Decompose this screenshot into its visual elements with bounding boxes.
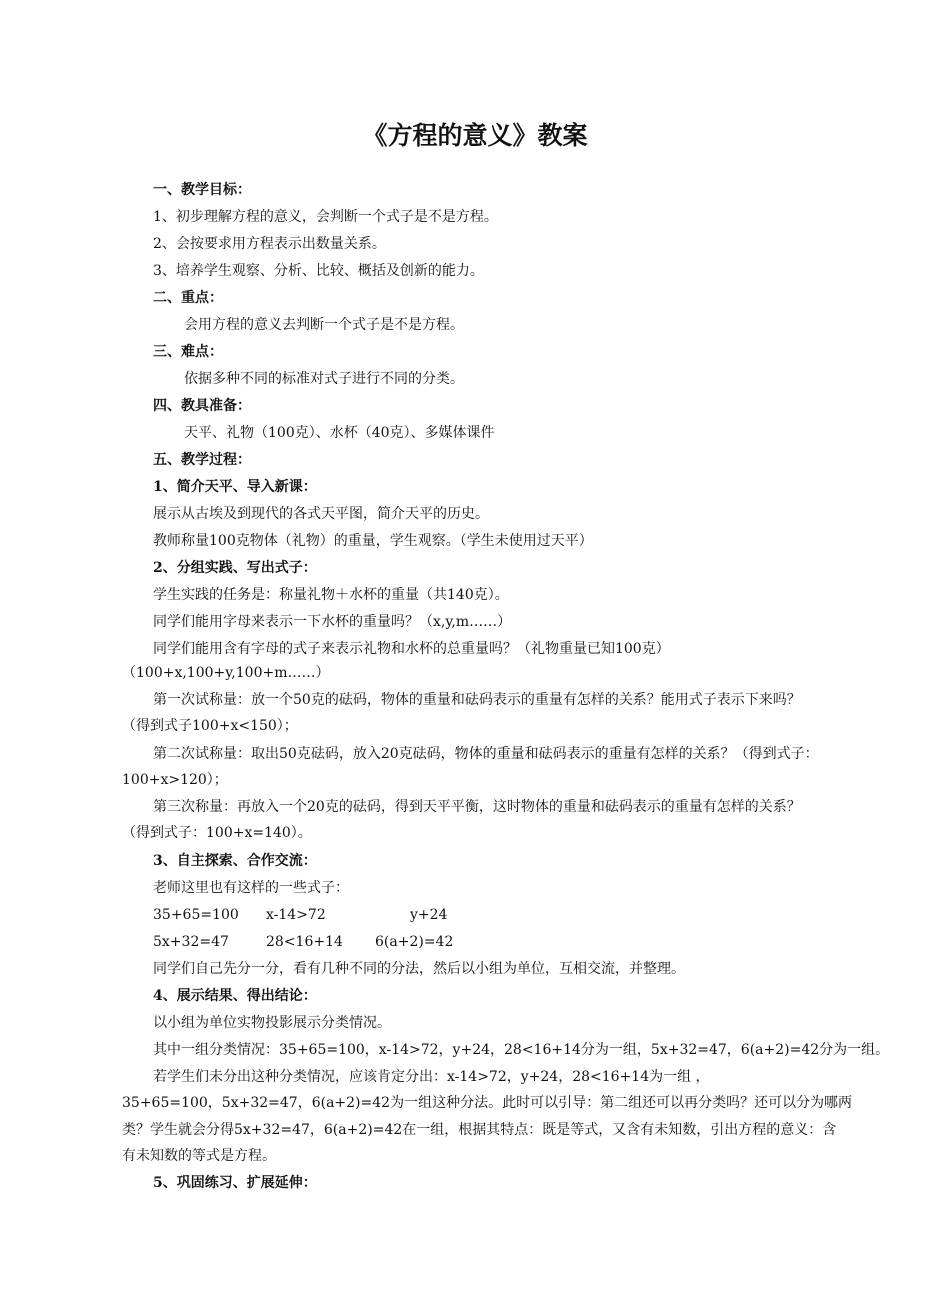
paragraph-line: 35+65=100，5x+32=47，6(a+2)=42为一组这种分法。此时可以引导：第二组还可以再分类吗？还可以分为哪两 [122,1095,853,1111]
paragraph-line: 第一次试称量：放一个50克的砝码，物体的重量和砝码表示的重量有怎样的关系？能用式子表示下来吗？ [153,692,801,708]
objective-item: 3、培养学生观察、分析、比较、概括及创新的能力。 [153,263,484,279]
step-heading-3: 3、自主探索、合作交流： [153,853,317,869]
paragraph-line: 学生实践的任务是：称量礼物＋水杯的重量（共140克）。 [153,587,509,603]
step-heading-2: 2、分组实践、写出式子： [153,560,317,576]
objective-item: 1、初步理解方程的意义，会判断一个式子是不是方程。 [153,209,498,225]
paragraph-line: 展示从古埃及到现代的各式天平图，简介天平的历史。 [153,506,489,522]
objective-item: 2、会按要求用方程表示出数量关系。 [153,236,386,252]
paragraph-line: （得到式子100+x<150）； [122,718,298,734]
paragraph-line: 若学生们未分出这种分类情况，应该肯定分出：x-14>72，y+24，28<16+14为一组 ， [153,1069,710,1085]
step-heading-1: 1、简介天平、导入新课： [153,479,317,495]
section-heading-difficulties: 三、难点： [153,344,223,360]
key-points-text: 会用方程的意义去判断一个式子是不是方程。 [184,317,464,333]
paragraph-line: 第二次试称量：取出50克砝码，放入20克砝码，物体的重量和砝码表示的重量有怎样的关系？（得到式子： [153,746,819,762]
paragraph-line: （100+x,100+y,100+m……） [122,665,330,681]
step-heading-5: 5、巩固练习、扩展延伸： [153,1175,317,1191]
paragraph-line: 以小组为单位实物投影展示分类情况。 [153,1015,391,1031]
section-heading-key-points: 二、重点： [153,290,223,306]
paragraph-line: 同学们自己先分一分，看有几种不同的分法，然后以小组为单位，互相交流，并整理。 [153,961,685,977]
paragraph-line: 第三次称量：再放入一个20克的砝码，得到天平平衡，这时物体的重量和砝码表示的重量有怎样的关系？ [153,799,801,815]
step-heading-4: 4、展示结果、得出结论： [153,988,317,1004]
difficulties-text: 依据多种不同的标准对式子进行不同的分类。 [184,371,464,387]
section-heading-objectives: 一、教学目标： [153,182,251,198]
expression: 35+65=100 [153,907,239,923]
section-heading-materials: 四、教具准备： [153,398,251,414]
expression: x-14>72 [266,907,326,923]
paragraph-line: （得到式子：100+x=140）。 [122,825,312,841]
paragraph-line: 有未知数的等式是方程。 [122,1148,276,1164]
expression: y+24 [410,907,448,923]
expression: 6(a+2)=42 [375,934,454,950]
paragraph-line: 同学们能用含有字母的式子来表示礼物和水杯的总重量吗？（礼物重量已知100克） [153,641,670,657]
paragraph-line: 教师称量100克物体（礼物）的重量，学生观察。（学生未使用过天平） [153,533,593,549]
page-title: 《方程的意义》教案 [362,121,588,150]
expression: 28<16+14 [266,934,343,950]
paragraph-line: 同学们能用字母来表示一下水杯的重量吗？（x,y,m……） [153,614,512,630]
paragraph-line: 其中一组分类情况：35+65=100，x-14>72，y+24，28<16+14分为一组，5x+32=47，6(a+2)=42分为一组。 [153,1042,890,1058]
paragraph-line: 100+x>120）； [122,772,228,788]
section-heading-process: 五、教学过程： [153,452,251,468]
materials-text: 天平、礼物（100克）、水杯（40克）、多媒体课件 [184,425,495,441]
expression: 5x+32=47 [153,934,229,950]
paragraph-line: 老师这里也有这样的一些式子： [153,880,349,896]
paragraph-line: 类？学生就会分得5x+32=47，6(a+2)=42在一组，根据其特点：既是等式，又含有未知数，引出方程的意义：含 [122,1122,837,1138]
